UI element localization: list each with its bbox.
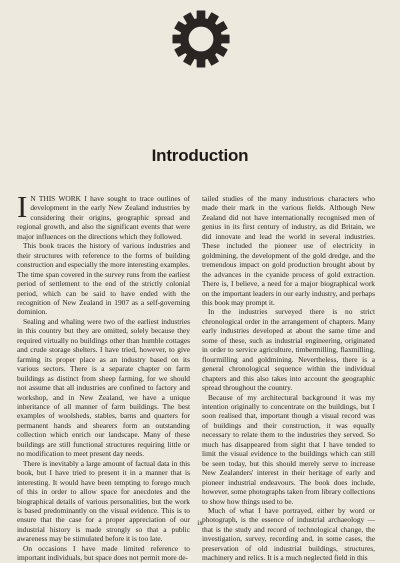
- paragraph: This book traces the history of various industries and their structures with reference to the forms of building construction and especially the more interesting examples. The time span covered in the survey runs from the earliest period of settlement to the end of the strictly colonial period, which can be said to have ended with the recognition of New Zealand in 1907 as a self-governing dominion.: [17, 241, 191, 317]
- gear-icon: [170, 8, 232, 70]
- paragraph: Much of what I have portrayed, either by word or photograph, is the essence of industrial archaeology — that is the study and record of technological change, the investigation, survey, recording and, in some cases, the preservation of old industrial buildings, structures, machinery and relics. It is a much neglected field in this: [202, 505, 375, 563]
- paragraph: There is inevitably a large amount of factual data in this book, but I have tried to present it in a manner that is interesting. It would have been tempting to forego much of this in order to allow space for anecdotes and the biographical details of various personalities, but the work is based predominantly on the visual evidence. This is to ensure that the case for a proper appreciation of our industrial history is made strongly so that a public awareness may be stimulated before it is too late.: [17, 458, 190, 544]
- left-column: [17, 189, 191, 563]
- paragraph-text: N THIS WORK I have sought to trace outlines of development in the early New Zealand industries by considering their origins, geographic spread and regional growth, and also the significant events that were major influences on the directions which they followed.: [17, 194, 190, 241]
- page-title: Introduction: [151, 146, 249, 165]
- paragraph: tailed studies of the many industrious characters who made their mark in the various fields. Although New Zealand did not have internationally recognised men of genius in its first century of industry, as did Britain, we did innovate and lead the world in several industries. These included the pioneer use of electricity in goldmining, the development of the gold dredge, and the tremendous impact on gold production brought about by the advances in the cyanide process of gold extraction. There is, I believe, a need for a major biographical work on the important leaders in our early industry, and perhaps this book may prompt it.: [202, 194, 375, 307]
- drop-cap: I: [17, 189, 28, 224]
- paragraph: In the industries surveyed there is no strict chronological order in the arrangement of chapters. Many early industries developed at about the same time and some of these, such as industrial engineering, originated in order to service agriculture, timbermilling, flaxmilling, flourmilling and goldmining. Nevertheless, there is a general chronological sequence within the individual chapters and this also takes into account the geographic spread throughout the country.: [202, 307, 375, 393]
- paragraph: Sealing and whaling were two of the earliest industries in this country but they are omitted, solely because they required virtually no buildings other than humble cottages and crude storage shelters. I have tried, however, to give farming its proper place as an industry based on its various sectors. There is a separate chapter on farm buildings as distinct from sheep farming, for we should not assume that all industries are confined to factory and workshop, and in New Zealand, we have a unique inheritance of all manner of farm buildings. The best examples of woolsheds, stables, barns and quarters for permanent hands and shearers form an outstanding collection which enrich our landscape. Many of these buildings are still functional structures requiring little or no modification to meet present day needs.: [17, 316, 190, 459]
- paragraph: On occasions I have made limited reference to important individuals, but space does not permit more de-: [17, 543, 190, 563]
- right-column: [202, 194, 375, 563]
- page-number: ix: [197, 519, 203, 527]
- paragraph: [17, 189, 190, 241]
- paragraph: Because of my architectural background it was my intention originally to concentrate on the buildings, but I soon realised that, important though a visual record was of buildings and their construction, it was equally necessary to relate them to the industries they served. So much has disappeared from sight that I have tended to limit the visual evidence to the buildings which can still be seen today, but this should merely serve to increase New Zealanders' interest in their heritage of early and pioneer industrial endeavours. The book does include, however, some photographs taken from library collections to show how things used to be.: [202, 392, 375, 506]
